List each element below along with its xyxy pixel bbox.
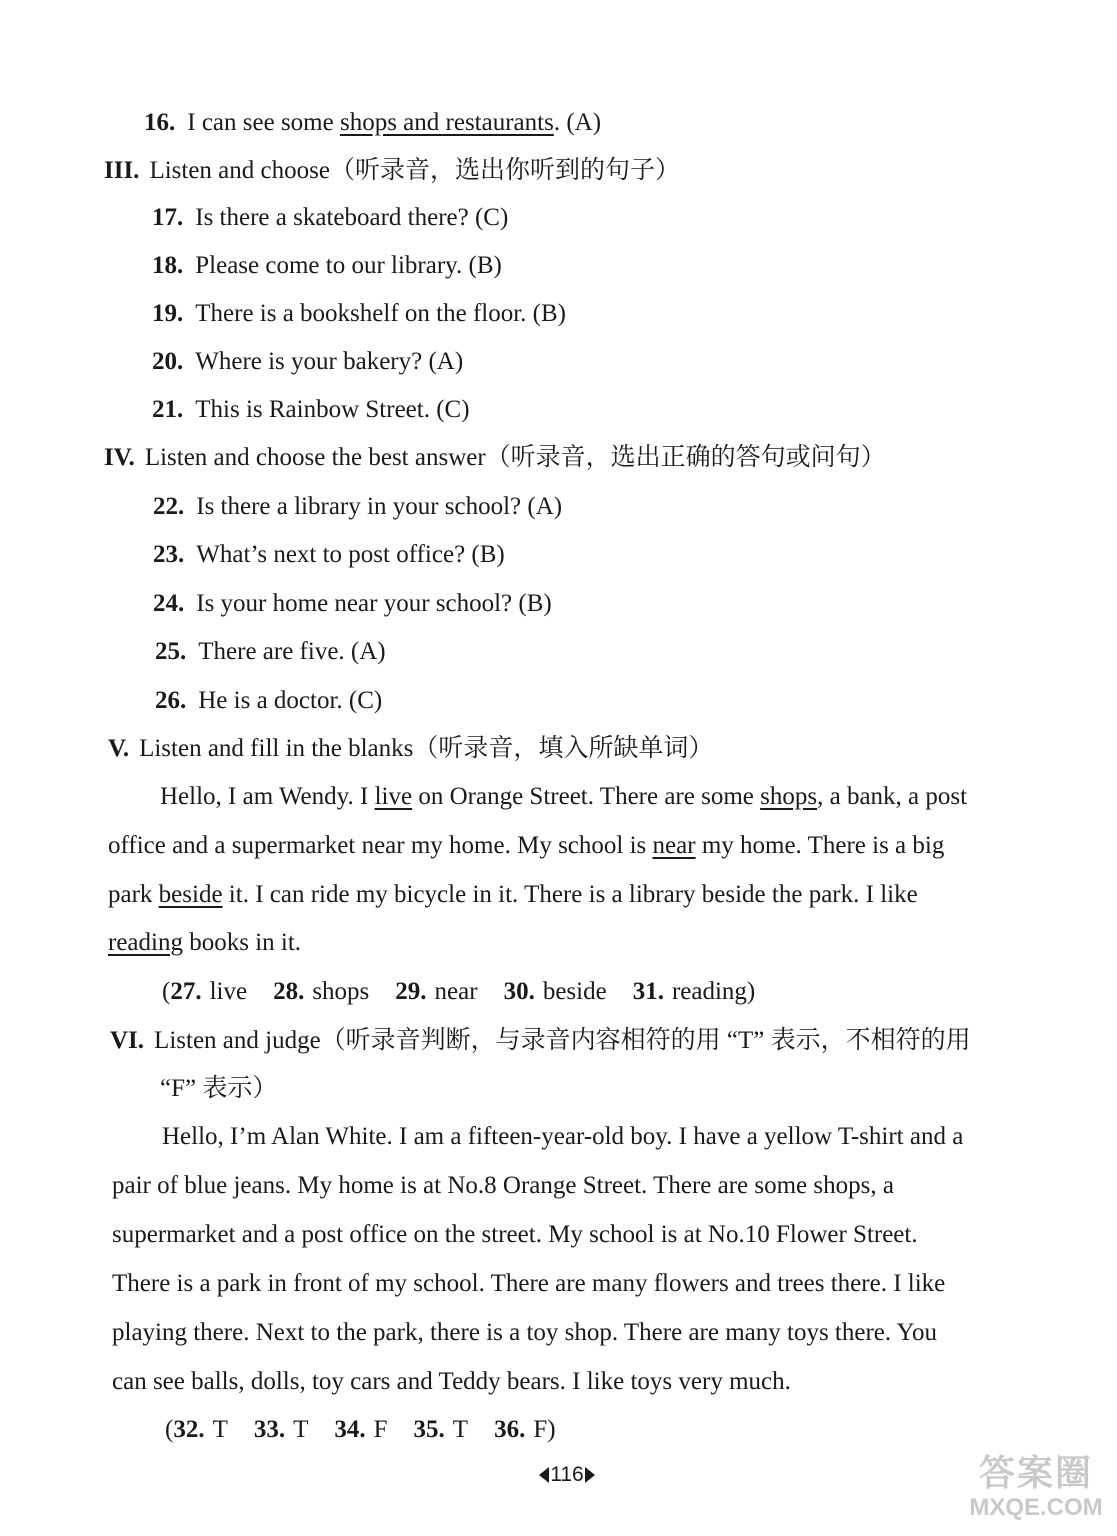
- passage-text: Hello, I am Wendy. I: [160, 783, 375, 810]
- question-20: [152, 347, 463, 377]
- blank-answer: reading: [108, 929, 183, 956]
- question-23: [153, 540, 505, 570]
- passage-text: There is a park in front of my school. There are many flowers and trees there. I like: [112, 1270, 946, 1297]
- section-title-cont: “F” 表示）: [160, 1075, 278, 1102]
- section-iv-heading: [104, 443, 886, 473]
- section-numeral: V.: [108, 735, 130, 762]
- answer-value: T: [293, 1416, 309, 1443]
- passage-text: Hello, I’m Alan White. I am a fifteen-year-old boy. I have a yellow T-shirt and a: [162, 1123, 964, 1150]
- answer-paren: (: [165, 1416, 174, 1443]
- answer-value: F: [373, 1416, 388, 1443]
- section-title: Listen and choose the best answer（听录音，选出正确的答句或问句）: [144, 444, 886, 471]
- passage-text: supermarket and a post office on the street. My school is at No.10 Flower Street.: [112, 1221, 918, 1248]
- passage-line: [112, 1318, 937, 1348]
- blank-answer: beside: [158, 881, 223, 908]
- question-text: Is your home near your school? (B): [196, 590, 552, 617]
- section-numeral: III.: [104, 157, 140, 184]
- passage-text: , a bank, a post: [817, 783, 968, 810]
- question-number: 21.: [152, 396, 184, 423]
- question-16: [144, 108, 601, 138]
- section-vi-heading-cont: [160, 1074, 277, 1104]
- passage-line: [112, 1367, 791, 1397]
- passage-line: [108, 831, 944, 861]
- passage-line: [108, 880, 918, 910]
- answer-number: 36.: [494, 1416, 526, 1443]
- passage-line: [108, 928, 301, 958]
- left-triangle-icon: [539, 1467, 549, 1483]
- section-iii-heading: [104, 156, 680, 186]
- answer-number: 33.: [253, 1416, 286, 1443]
- question-text: Where is your bakery? (A): [195, 348, 464, 375]
- watermark-text: 答案圈: [978, 1452, 1093, 1493]
- passage-text: can see balls, dolls, toy cars and Teddy bears. I like toys very much.: [112, 1368, 791, 1395]
- watermark-url: MXQE.COM: [969, 1494, 1103, 1521]
- answer-number: 29.: [395, 978, 427, 1005]
- section-numeral: VI.: [110, 1027, 145, 1054]
- question-26: [155, 686, 382, 716]
- answer-number: 32.: [173, 1416, 205, 1443]
- answer-value: T: [212, 1416, 228, 1443]
- question-22: [153, 492, 562, 522]
- section-vi-heading: [110, 1026, 971, 1056]
- question-number: 26.: [155, 687, 187, 714]
- answer-number: 35.: [413, 1416, 445, 1443]
- section-v-answers: [162, 977, 755, 1007]
- page-number-text: 116: [550, 1463, 584, 1486]
- answer-value: shops: [312, 978, 370, 1005]
- section-v-heading: [108, 734, 713, 764]
- passage-text: park: [108, 881, 159, 908]
- question-text: I can see some: [187, 109, 340, 136]
- blank-answer: near: [652, 832, 696, 859]
- passage-line: [160, 782, 967, 812]
- blank-answer: shops: [760, 783, 818, 810]
- answer-number: 28.: [273, 978, 305, 1005]
- question-number: 16.: [144, 109, 176, 136]
- question-21: [152, 395, 470, 425]
- question-text: There is a bookshelf on the floor. (B): [195, 300, 566, 327]
- question-text: Is there a library in your school? (A): [196, 493, 563, 520]
- question-text: Is there a skateboard there? (C): [195, 204, 509, 231]
- question-text-end: . (A): [553, 109, 602, 136]
- answer-number: 31.: [632, 978, 664, 1005]
- question-number: 24.: [153, 590, 185, 617]
- section-title: Listen and fill in the blanks（听录音，填入所缺单词）: [139, 735, 714, 762]
- passage-line: [112, 1269, 945, 1299]
- passage-text: pair of blue jeans. My home is at No.8 Orange Street. There are some shops, a: [112, 1172, 894, 1199]
- underlined-answer: shops and restaurants: [339, 109, 554, 136]
- question-24: [153, 589, 552, 619]
- passage-line: [112, 1171, 894, 1201]
- answer-number: 27.: [170, 978, 202, 1005]
- answer-value: beside: [542, 978, 607, 1005]
- passage-text: on Orange Street. There are some: [412, 783, 761, 810]
- question-17: [152, 203, 508, 233]
- question-text: What’s next to post office? (B): [196, 541, 505, 568]
- blank-answer: live: [374, 783, 413, 810]
- question-number: 18.: [152, 252, 184, 279]
- question-number: 17.: [152, 204, 184, 231]
- answer-number: 30.: [503, 978, 535, 1005]
- question-number: 25.: [155, 638, 187, 665]
- answer-number: 34.: [334, 1416, 366, 1443]
- passage-text: office and a supermarket near my home. My school is: [108, 832, 653, 859]
- question-25: [155, 637, 386, 667]
- answer-value: live: [209, 978, 248, 1005]
- question-19: [152, 299, 566, 329]
- passage-text: playing there. Next to the park, there is a toy shop. There are many toys there. You: [112, 1319, 938, 1346]
- question-text: He is a doctor. (C): [198, 687, 383, 714]
- answer-value: F): [533, 1416, 556, 1443]
- watermark-logo: [961, 1452, 1111, 1532]
- question-number: 20.: [152, 348, 184, 375]
- right-triangle-icon: [585, 1467, 595, 1483]
- question-number: 22.: [153, 493, 185, 520]
- passage-text: it. I can ride my bicycle in it. There is a library beside the park. I like: [222, 881, 918, 908]
- answer-value: reading): [671, 978, 756, 1005]
- passage-line: [162, 1122, 963, 1152]
- passage-line: [112, 1220, 918, 1250]
- answer-paren: (: [162, 978, 171, 1005]
- page-number: [522, 1462, 612, 1488]
- answer-value: near: [434, 978, 478, 1005]
- question-text: There are five. (A): [198, 638, 386, 665]
- passage-text: my home. There is a big: [695, 832, 945, 859]
- question-text: This is Rainbow Street. (C): [195, 396, 470, 423]
- question-number: 23.: [153, 541, 185, 568]
- section-title: Listen and choose（听录音，选出你听到的句子）: [149, 157, 680, 184]
- question-18: [152, 251, 502, 281]
- question-text: Please come to our library. (B): [195, 252, 502, 279]
- section-numeral: IV.: [104, 444, 135, 471]
- answer-value: T: [452, 1416, 469, 1443]
- question-number: 19.: [152, 300, 184, 327]
- passage-text: books in it.: [182, 929, 302, 956]
- section-vi-answers: [165, 1415, 556, 1445]
- section-title: Listen and judge（听录音判断，与录音内容相符的用 “T” 表示，不相符的用: [154, 1027, 971, 1054]
